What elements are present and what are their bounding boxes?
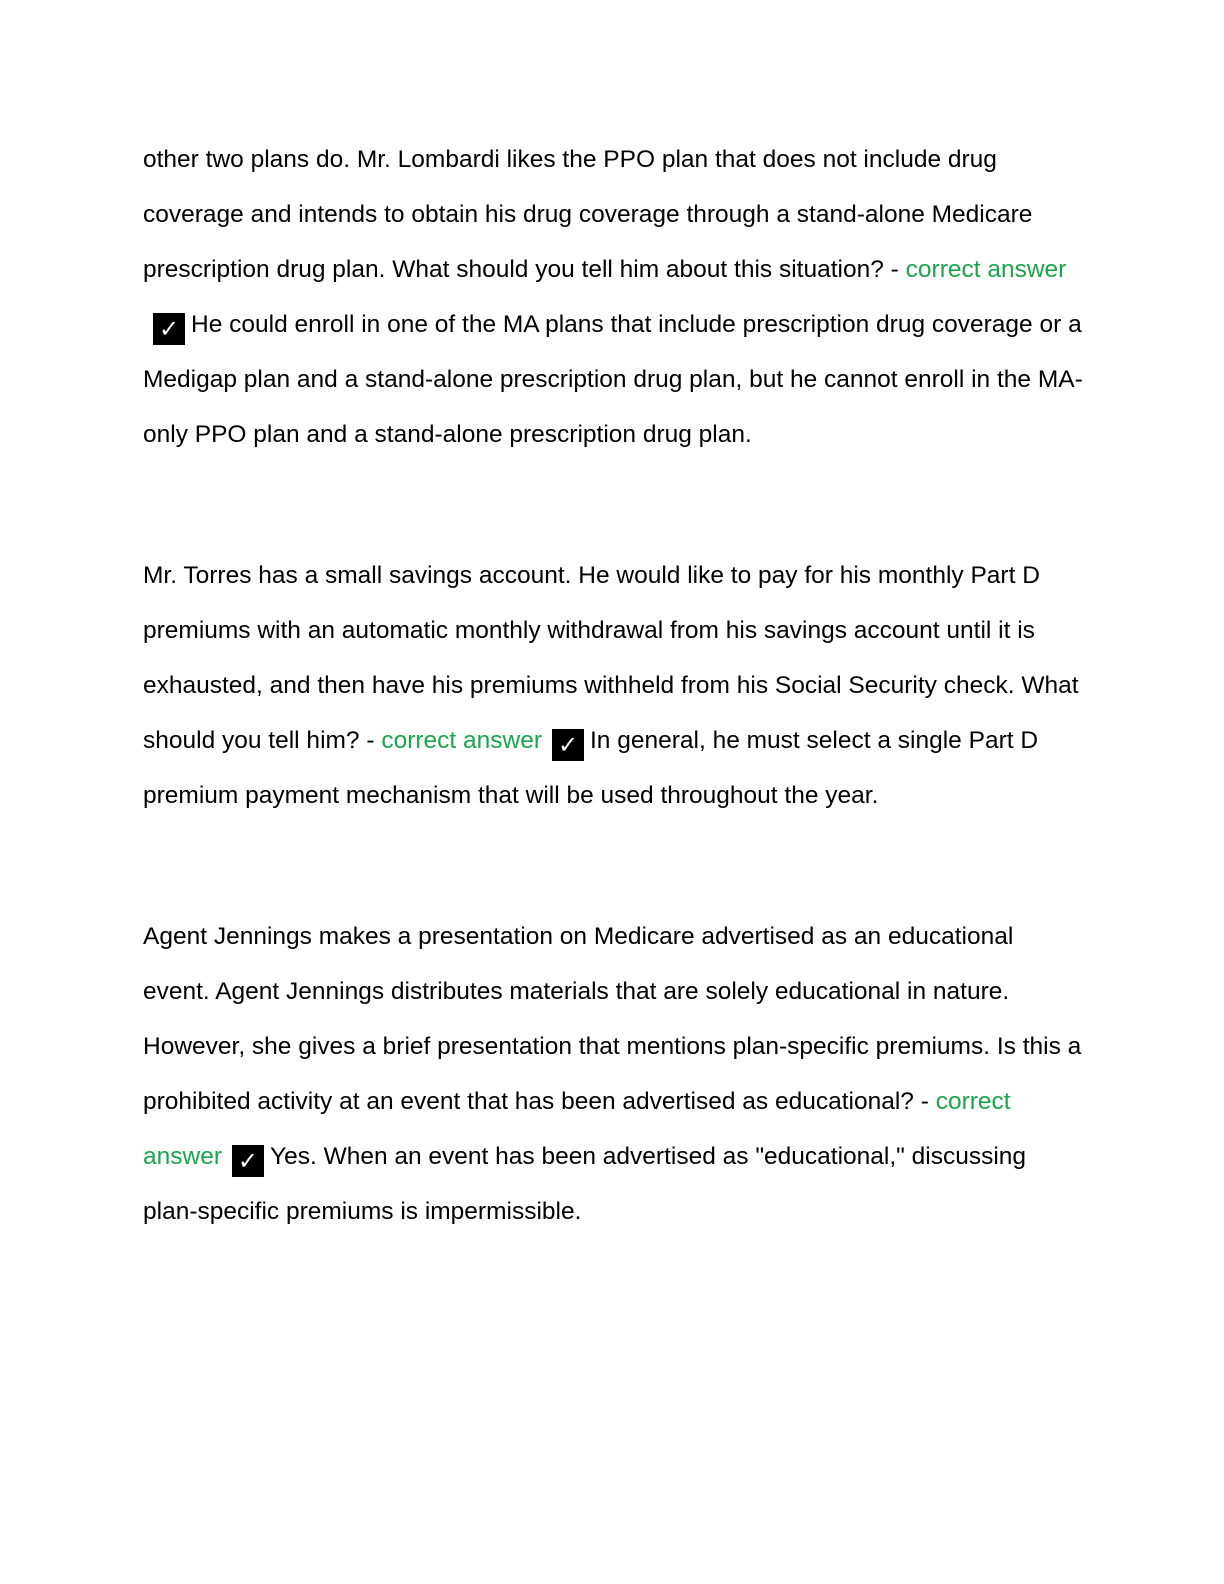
document-page xyxy=(143,132,1083,1239)
answer-text: He could enroll in one of the MA plans that include prescription drug coverage or a Medigap plan and a stand-alone prescription drug plan, but he cannot enroll in the MA-only PPO plan and a stand-alone prescription drug plan. xyxy=(143,311,1083,448)
answer-text: Yes. When an event has been advertised as "educational," discussing plan-specific premiums is impermissible. xyxy=(143,1143,1027,1225)
question-text: other two plans do. Mr. Lombardi likes the PPO plan that does not include drug coverage and intends to obtain his drug coverage through a stand-alone Medicare prescription drug plan. What should you tell him about this situation? xyxy=(143,146,1033,283)
separator: - xyxy=(883,256,906,283)
checkmark-icon: ✓ xyxy=(232,1145,264,1177)
correct-answer-label: correct answer xyxy=(905,256,1067,283)
separator: - xyxy=(359,727,382,754)
checkmark-icon: ✓ xyxy=(153,313,185,345)
question-text: Agent Jennings makes a presentation on Medicare advertised as an educational event. Agent Jennings distributes materials that are solely educational in nature. However, she gives a brief presentation that mentions plan-specific premiums. Is this a prohibited activity at an event that has been advertised as educational? xyxy=(143,923,1082,1115)
qa-entry-lombardi xyxy=(143,132,1083,462)
correct-answer-label: correct answer xyxy=(143,1088,1011,1170)
correct-answer-label: correct answer xyxy=(381,727,542,754)
question-text: Mr. Torres has a small savings account. He would like to pay for his monthly Part D premiums with an automatic monthly withdrawal from his savings account until it is exhausted, and then have his premiums withheld from his Social Security check. What should you tell him? xyxy=(143,562,1079,754)
qa-entry-jennings xyxy=(143,909,1083,1239)
checkmark-icon: ✓ xyxy=(552,729,584,761)
answer-text: In general, he must select a single Part D premium payment mechanism that will be used throughout the year. xyxy=(143,727,1039,809)
qa-entry-torres xyxy=(143,548,1083,823)
separator: - xyxy=(913,1088,936,1115)
